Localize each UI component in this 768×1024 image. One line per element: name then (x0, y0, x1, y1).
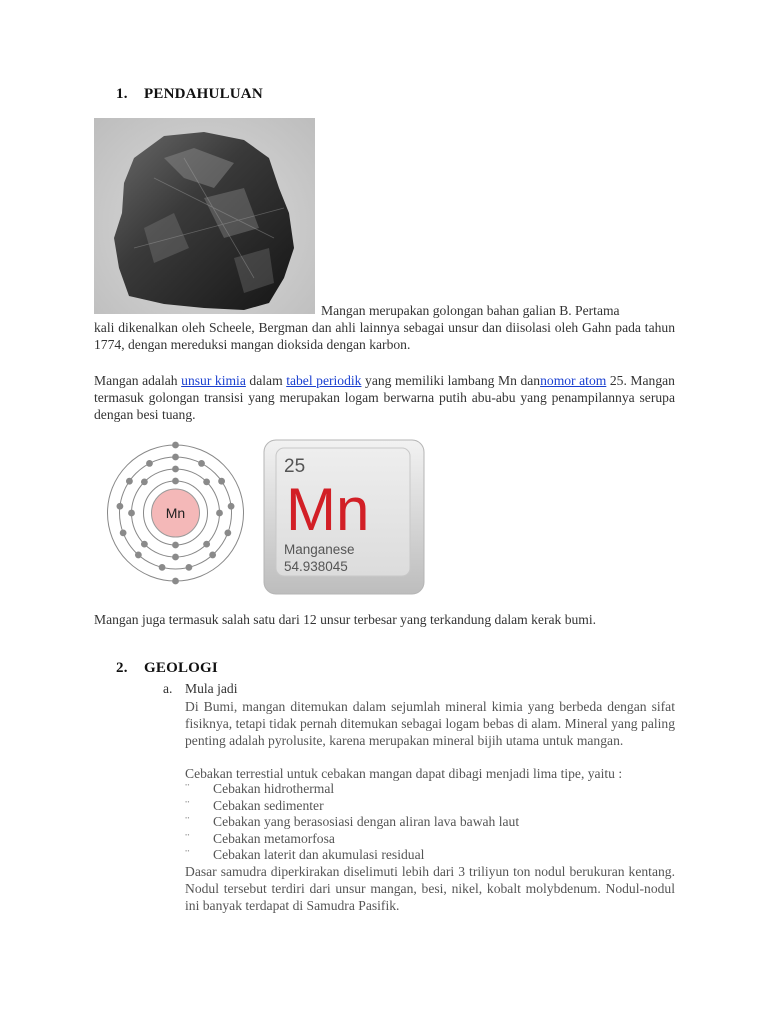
para2-text-2: dalam (245, 373, 287, 388)
electron-dot (172, 478, 179, 485)
subsection-title: Mula jadi (185, 681, 238, 696)
electron-dot (224, 529, 231, 536)
electron-dot (203, 478, 210, 485)
ore-rock-illustration (94, 118, 315, 314)
section-heading-pendahuluan (116, 86, 263, 103)
electron-dot (128, 510, 135, 517)
list-item-text: Cebakan metamorfosa (213, 830, 335, 846)
atom-symbol-label: Mn (165, 505, 186, 521)
electron-dot (209, 552, 216, 559)
bullet-mark: ¨ (185, 781, 190, 796)
para2-text-4: 25. Mangan termasuk golongan transisi yang merupakan logam berwarna putih abu-abu yang penampilannya serupa dengan besi tuang. (94, 373, 675, 422)
geologi-paragraph-1: Di Bumi, mangan ditemukan dalam sejumlah mineral kimia yang berbeda dengan sifat fisiknya, tetapi tidak pernah ditemukan sebagai logam bebas di alam. Mineral yang paling penting adalah pyrolusite, karena merupakan mineral bijih utama untuk mangan. (185, 699, 675, 748)
electron-dot (117, 503, 124, 510)
list-item (185, 814, 675, 831)
electron-dot (218, 478, 225, 485)
list-item-text: Cebakan yang berasosiasi dengan aliran lava bawah laut (213, 814, 520, 830)
element-tile-svg (262, 438, 426, 596)
para2-text-3: yang memiliki lambang Mn dan (361, 373, 541, 388)
bullet-mark: ¨ (185, 797, 190, 813)
atom-shell-diagram (103, 440, 248, 586)
geologi-paragraph-3: Dasar samudra diperkirakan diselimuti lebih dari 3 triliyun ton nodul berukuran kentang. Nodul tersebut terdiri dari unsur mangan, besi, nikel, kobalt molybdenum. Nodul-nodul ini banyak terdapat di Samudra Pasifik. (185, 864, 675, 913)
section-number: 2. (116, 660, 128, 676)
subsection-letter: a. (163, 681, 173, 696)
tile-element-name: Manganese (284, 542, 355, 557)
manganese-ore-photo (94, 118, 315, 314)
electron-dot (141, 478, 148, 485)
electron-dot (198, 460, 205, 467)
intro-paragraph-3: Mangan juga termasuk salah satu dari 12 unsur terbesar yang terkandung dalam kerak bumi. (94, 612, 597, 627)
section-number: 1. (116, 86, 128, 102)
section-title: GEOLOGI (144, 660, 218, 676)
link-unsur-kimia[interactable]: unsur kimia (181, 373, 246, 388)
subsection-mula-jadi (163, 681, 237, 697)
list-item-text: Cebakan sedimenter (213, 797, 324, 813)
electron-dot (159, 564, 166, 571)
electron-dot (126, 478, 133, 485)
tile-atomic-mass: 54.938045 (284, 559, 348, 574)
electron-dot (186, 564, 193, 571)
electron-dot (172, 542, 179, 549)
list-item (185, 847, 675, 864)
tile-symbol: Mn (286, 476, 370, 543)
electron-dot (172, 578, 179, 585)
bullet-mark: ¨ (185, 814, 190, 830)
electron-dot (172, 554, 179, 561)
electron-dot (203, 541, 210, 548)
section-heading-geologi (116, 660, 218, 677)
electron-dot (146, 460, 153, 467)
electron-dot (228, 503, 235, 510)
atom-svg (103, 440, 248, 586)
intro-paragraph-2 (94, 372, 675, 423)
list-item (185, 831, 675, 848)
ore-caption: Mangan merupakan golongan bahan galian B. Pertama (321, 303, 620, 318)
cebakan-types-list (185, 781, 675, 864)
electron-dot (172, 466, 179, 473)
para2-text-1: Mangan adalah (94, 373, 182, 388)
list-item (185, 798, 675, 815)
electron-dot (216, 510, 223, 517)
link-tabel-periodik[interactable]: tabel periodik (286, 373, 362, 388)
list-item (185, 781, 675, 798)
link-nomor-atom[interactable]: nomor atom (540, 373, 607, 388)
section-title: PENDAHULUAN (144, 86, 263, 102)
bullet-mark: ¨ (185, 847, 190, 863)
list-item-text: Cebakan hidrothermal (213, 781, 335, 796)
electron-dot (135, 552, 142, 559)
geologi-paragraph-2: Cebakan terrestial untuk cebakan mangan dapat dibagi menjadi lima tipe, yaitu : (185, 766, 623, 781)
electron-dot (141, 541, 148, 548)
periodic-element-tile (262, 438, 426, 596)
intro-paragraph-1: kali dikenalkan oleh Scheele, Bergman dan ahli lainnya sebagai unsur dan diisolasi oleh Gahn pada tahun 1774, dengan mereduksi mangan dioksida dengan karbon. (94, 320, 675, 352)
electron-dot (172, 454, 179, 461)
electron-dot (120, 529, 127, 536)
tile-atomic-number: 25 (284, 456, 306, 477)
list-item-text: Cebakan laterit dan akumulasi residual (213, 847, 425, 863)
electron-dot (172, 442, 179, 449)
bullet-mark: ¨ (185, 830, 190, 846)
